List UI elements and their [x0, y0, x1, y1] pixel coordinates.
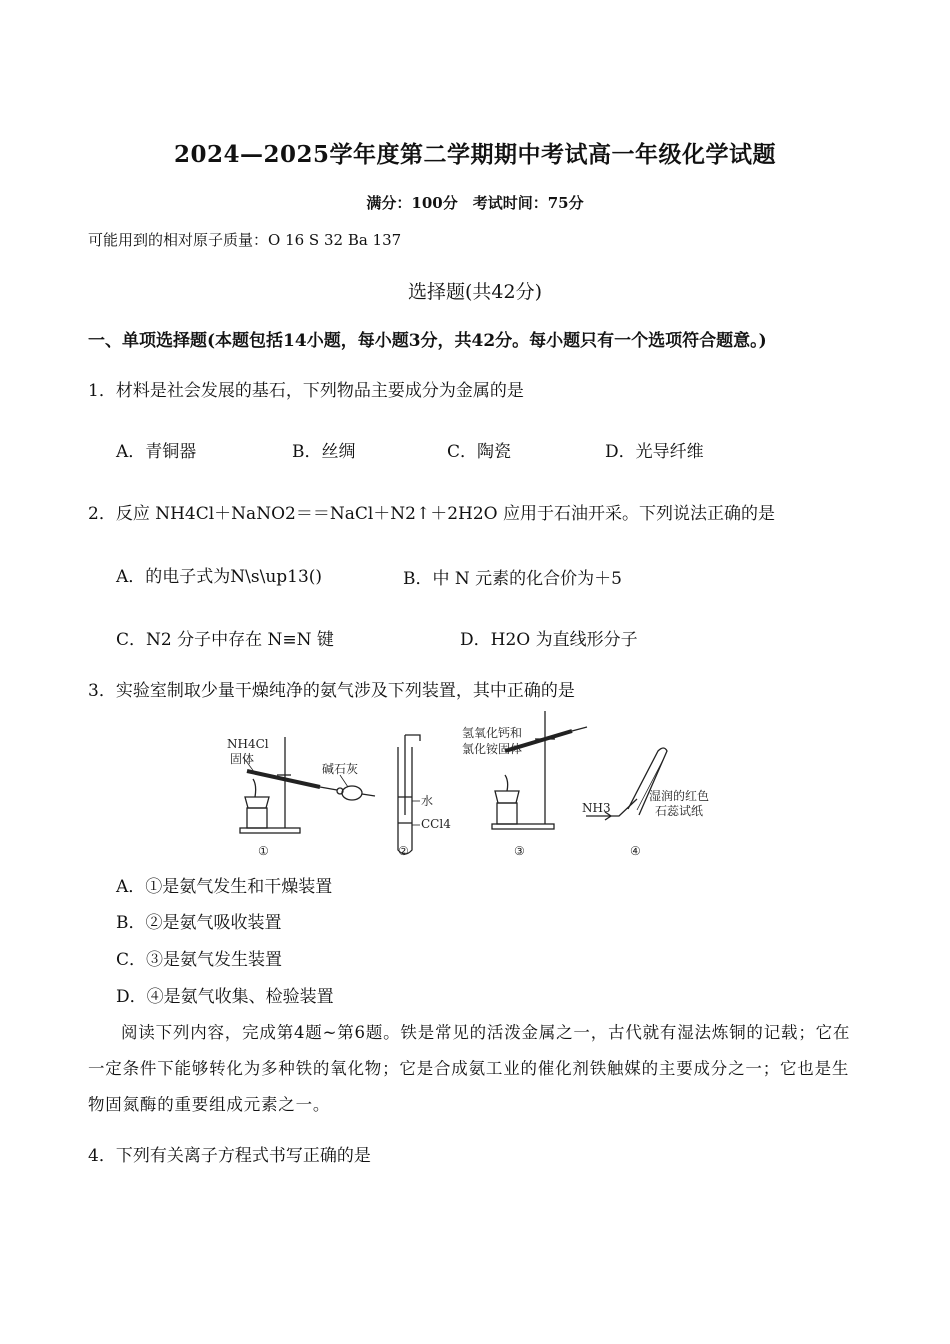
fig3-stand-base: [492, 824, 554, 829]
fig-label-caoh2: 氢氧化钙和: [462, 726, 523, 740]
fig3-block: [497, 803, 517, 824]
question-1-option-a: A．青铜器: [116, 442, 197, 462]
question-2-option-b: B．中 N 元素的化合价为＋5: [403, 569, 622, 589]
question-2-option-a: A．的电子式为N\s\up13(): [116, 567, 323, 587]
fig3-flame: [505, 775, 508, 791]
question-3-option-c: C．③是氨气发生装置: [116, 950, 283, 970]
fig-label-water: 水: [421, 794, 434, 808]
fig-label-litmus: 石蕊试纸: [655, 804, 704, 818]
fig1-block: [247, 808, 267, 828]
fig-label-wet-red: 湿润的红色: [649, 789, 710, 803]
question-4-stem: 4．下列有关离子方程式书写正确的是: [88, 1146, 371, 1166]
question-2-stem: 2．反应 NH4Cl＋NaNO2＝＝NaCl＋N2↑＋2H2O 应用于石油开采。下列说法正确的是: [88, 504, 776, 524]
fig1-tube: [247, 771, 320, 787]
fig-label-ccl4: CCl4: [421, 817, 451, 831]
question-3-option-a: A．①是氨气发生和干燥装置: [116, 877, 333, 897]
part-heading: 一、单项选择题(本题包括14小题，每小题3分，共42分。每小题只有一个选项符合题意。): [88, 331, 767, 351]
section-heading: 选择题(共42分): [407, 281, 542, 303]
fig1-lime-leader: [340, 775, 348, 787]
fig-label-nh3: NH3: [582, 801, 611, 815]
fig4-delivery-tube: [611, 799, 637, 816]
fig-label-soda-lime: 碱石灰: [322, 762, 359, 776]
fig1-lamp: [245, 797, 269, 808]
question-1-option-d: D．光导纤维: [605, 442, 704, 462]
fig-label-nh4cl: NH4Cl: [227, 737, 269, 751]
fig-number-4: ④: [630, 844, 641, 858]
question-3-stem: 3．实验室制取少量干燥纯净的氨气涉及下列装置，其中正确的是: [88, 681, 575, 701]
question-1-option-b: B．丝绸: [292, 442, 356, 462]
fig-label-nh4cl-solid: 氯化铵固体: [462, 742, 523, 756]
fig1-connector: [320, 787, 337, 790]
fig1-outlet: [362, 794, 375, 796]
reading-passage: 阅读下列内容，完成第4题~第6题。铁是常见的活泼金属之一，古代就有湿法炼铜的记载；它在一定条件下能够转化为多种铁的氧化物；它是合成氨工业的催化剂铁触媒的主要成分之一；它也是生物固氮酶的重要组成元素之一。: [88, 1023, 851, 1114]
question-1-option-c: C．陶瓷: [447, 442, 512, 462]
exam-meta: 满分：100分 考试时间：75分: [366, 194, 584, 212]
fig-number-3: ③: [514, 844, 525, 858]
fig1-flame: [253, 779, 256, 797]
question-3-option-b: B．②是氨气吸收装置: [116, 913, 282, 933]
fig1-drying-bulb: [342, 786, 362, 800]
question-1-stem: 1．材料是社会发展的基石，下列物品主要成分为金属的是: [88, 381, 524, 401]
question-3-option-d: D．④是氨气收集、检验装置: [116, 987, 334, 1007]
fig1-stand-base: [240, 828, 300, 833]
fig-number-1: ①: [258, 844, 269, 858]
fig3-outlet: [572, 727, 587, 731]
atomic-masses: 可能用到的相对原子质量：O 16 S 32 Ba 137: [88, 231, 402, 249]
fig3-lamp: [495, 791, 519, 803]
page-title: 2024—2025学年度第二学期期中考试高一年级化学试题: [173, 141, 777, 168]
question-2-option-d: D．H2O 为直线形分子: [460, 630, 638, 650]
apparatus-figure: [215, 705, 755, 865]
question-2-option-c: C．N2 分子中存在 N≡N 键: [116, 630, 334, 650]
fig-label-solid: 固体: [230, 752, 255, 766]
fig-number-2: ②: [398, 844, 409, 858]
